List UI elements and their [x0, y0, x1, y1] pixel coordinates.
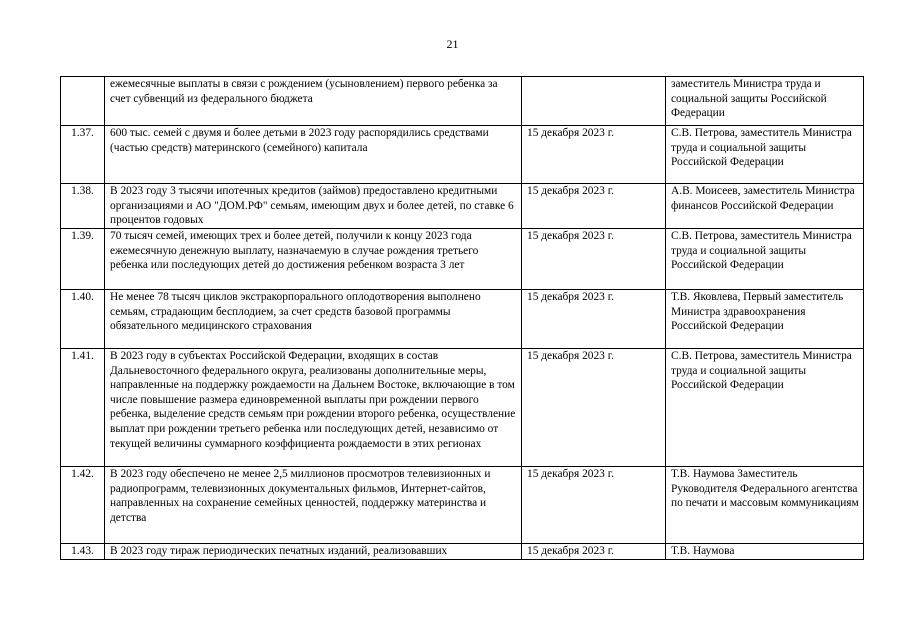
measure-text: Не менее 78 тысяч циклов экстракорпорального оплодотворения выполнено семьям, страдающим бесплодием, за счет средств базовой программы обязательного медицинского страхования [105, 290, 522, 349]
table-row [61, 544, 864, 560]
measure-text: В 2023 году в субъектах Российской Федерации, входящих в состав Дальневосточного федерального округа, реализованы дополнительные меры, направленные на поддержку рождаемости на Дальнем Востоке, включающие в том числе повышение размера единовременной выплаты при рождении первого ребенка, выделение средств семьям при рождении второго ребенка, осуществление выплат при рождении третьего ребенка или последующих детей, независимо от текущей величины суммарного коэффициента рождаемости в этих регионах [105, 349, 522, 467]
responsible-person: заместитель Министра труда и социальной защиты Российской Федерации [666, 77, 864, 126]
row-number: 1.39. [61, 229, 105, 290]
row-number: 1.38. [61, 184, 105, 229]
table-row [61, 349, 864, 467]
deadline-date: 15 декабря 2023 г. [522, 290, 666, 349]
row-number: 1.42. [61, 467, 105, 544]
row-number: 1.41. [61, 349, 105, 467]
responsible-person: Т.В. Наумова [666, 544, 864, 560]
deadline-date: 15 декабря 2023 г. [522, 229, 666, 290]
responsible-person: Т.В. Наумова Заместитель Руководителя Федерального агентства по печати и массовым коммуникациям [666, 467, 864, 544]
table-row [61, 290, 864, 349]
deadline-date: 15 декабря 2023 г. [522, 544, 666, 560]
deadline-date: 15 декабря 2023 г. [522, 349, 666, 467]
table-row [61, 184, 864, 229]
table-row [61, 467, 864, 544]
deadline-date: 15 декабря 2023 г. [522, 467, 666, 544]
measure-text: ежемесячные выплаты в связи с рождением (усыновлением) первого ребенка за счет субвенций из федерального бюджета [105, 77, 522, 126]
row-number: 1.37. [61, 126, 105, 184]
row-number: 1.43. [61, 544, 105, 560]
row-number [61, 77, 105, 126]
responsible-person: С.В. Петрова, заместитель Министра труда и социальной защиты Российской Федерации [666, 229, 864, 290]
deadline-date [522, 77, 666, 126]
measure-text: 600 тыс. семей с двумя и более детьми в 2023 году распорядились средствами (частью средств) материнского (семейного) капитала [105, 126, 522, 184]
measures-table [60, 76, 864, 560]
deadline-date: 15 декабря 2023 г. [522, 126, 666, 184]
measure-text: 70 тысяч семей, имеющих трех и более детей, получили к концу 2023 года ежемесячную денежную выплату, назначаемую в случае рождения третьего ребенка или последующих детей до достижения ребенком возраста 3 лет [105, 229, 522, 290]
measure-text: В 2023 году обеспечено не менее 2,5 миллионов просмотров телевизионных и радиопрограмм, телевизионных документальных фильмов, Интернет-сайтов, направленных на сохранение семейных ценностей, поддержку материнства и детства [105, 467, 522, 544]
responsible-person: С.В. Петрова, заместитель Министра труда и социальной защиты Российской Федерации [666, 126, 864, 184]
responsible-person: А.В. Моисеев, заместитель Министра финансов Российской Федерации [666, 184, 864, 229]
page-number: 21 [446, 37, 459, 51]
measure-text: В 2023 году тираж периодических печатных изданий, реализовавших [105, 544, 522, 560]
responsible-person: Т.В. Яковлева, Первый заместитель Министра здравоохранения Российской Федерации [666, 290, 864, 349]
table-row [61, 126, 864, 184]
responsible-person: С.В. Петрова, заместитель Министра труда и социальной защиты Российской Федерации [666, 349, 864, 467]
table-row [61, 229, 864, 290]
measure-text: В 2023 году 3 тысячи ипотечных кредитов (займов) предоставлено кредитными организациями и АО "ДОМ.РФ" семьям, имеющим двух и более детей, по ставке 6 процентов годовых [105, 184, 522, 229]
table-row [61, 77, 864, 126]
deadline-date: 15 декабря 2023 г. [522, 184, 666, 229]
row-number: 1.40. [61, 290, 105, 349]
